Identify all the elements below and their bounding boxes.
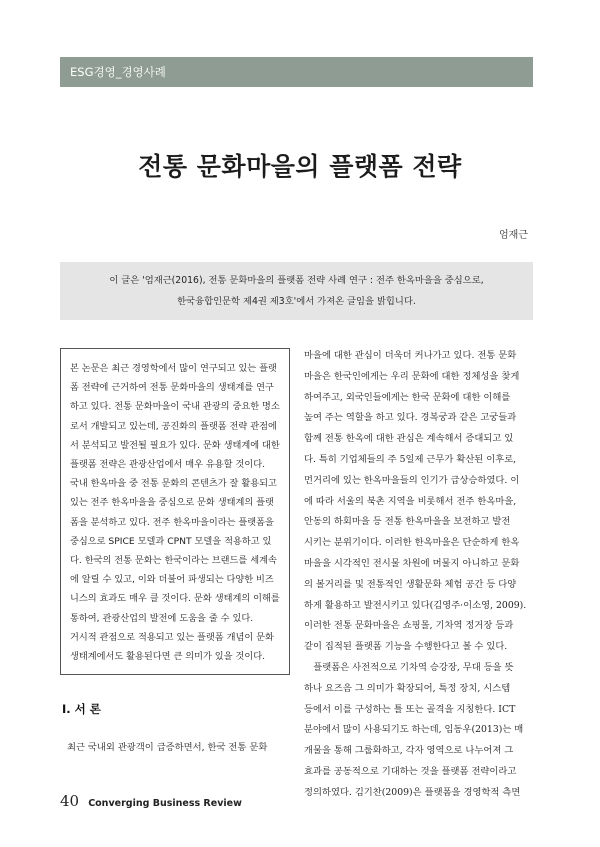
section-heading-introduction: Ⅰ. 서 론	[62, 702, 101, 716]
body-line: 에 따라 서울의 북촌 지역을 비롯해서 전주 한옥마을,	[304, 495, 517, 507]
section-label: ESG경영_경영사례	[70, 65, 166, 79]
page-number: 40	[60, 792, 80, 810]
body-line: 최근 국내외 관광객이 급증하면서, 한국 전통 문화	[67, 742, 268, 753]
body-line: 등에서 이를 구성하는 틀 또는 골격을 지칭한다. ICT	[304, 703, 516, 715]
right-column-body	[304, 346, 534, 804]
body-line: 분야에서 많이 사용되기도 하는데, 임동우(2013)는 매	[304, 724, 524, 736]
body-line: 하게 활용하고 발전시키고 있다(김영주·이소영, 2009).	[304, 599, 527, 611]
abstract-line: 있는 전주 한옥마을을 중심으로 문화 생태계의 플랫	[70, 497, 274, 509]
body-line: 다. 특히 기업체들의 주 5일제 근무가 확산된 이후로,	[304, 453, 517, 465]
abstract-line: 에 알릴 수 있고, 이와 더불어 파생되는 다양한 비즈	[70, 574, 274, 586]
body-line: 효과를 공동적으로 기대하는 것을 플랫폼 전략이라고	[304, 765, 517, 777]
article-title: 전통 문화마을의 플랫폼 전략	[138, 152, 462, 181]
abstract-line: 니스의 효과도 매우 클 것이다. 문화 생태계의 이해를	[70, 593, 280, 605]
body-line: 이러한 전통 문화마을은 쇼핑몰, 기차역 정거장 등과	[304, 620, 514, 632]
body-line: 마을을 시각적인 전시물 차원에 머물지 아니하고 문화	[304, 557, 520, 569]
abstract-line: 중심으로 SPICE 모델과 CPNT 모델을 적용하고 있	[70, 535, 272, 547]
abstract-line: 폼 전략에 근거하여 전통 문화마을의 생태계를 연구	[70, 382, 274, 394]
abstract-line: 본 논문은 최근 경영학에서 많이 연구되고 있는 플랫	[70, 363, 277, 374]
abstract-line: 하고 있다. 전통 문화마을이 국내 관광의 중요한 명소	[70, 401, 280, 413]
abstract-line: 거시적 관점으로 적용되고 있는 플랫폼 개념이 문화	[70, 631, 274, 643]
body-line: 의 볼거리를 및 전통적인 생활문화 체험 공간 등 다양	[304, 578, 517, 590]
abstract-line: 국내 한옥마을 중 전통 문화의 콘텐츠가 잘 활용되고	[70, 478, 277, 490]
body-line: 시키는 분위기이다. 이러한 한옥마을은 단순하게 한옥	[304, 537, 520, 549]
abstract-line: 통하여, 관광산업의 발전에 도움을 줄 수 있다.	[70, 612, 254, 624]
abstract-line: 서 분석되고 발전될 필요가 있다. 문화 생태계에 대한	[70, 439, 280, 451]
body-line: 개물을 통해 그룹화하고, 각자 영역으로 나누어져 그	[304, 745, 514, 757]
section-header-bar	[60, 57, 533, 87]
body-line: 함께 전통 한옥에 대한 관심은 계속해서 증대되고 있	[304, 433, 514, 445]
body-line: 높여 주는 역할을 하고 있다. 경복궁과 같은 고궁들과	[304, 412, 517, 424]
body-line: 정의하였다. 김기찬(2009)은 플랫폼을 경영학적 측면	[304, 786, 521, 798]
page-footer	[60, 791, 242, 810]
body-line: 같이 집적된 플랫폼 기능을 수행한다고 볼 수 있다.	[304, 641, 508, 653]
abstract-box	[60, 348, 290, 675]
abstract-line: 플랫폼 전략은 관광산업에서 매우 유용할 것이다.	[70, 459, 266, 471]
source-note-line: 이 글은 '엄재근(2016), 전통 문화마을의 플랫폼 전략 사례 연구 : 전주 한옥마을을 중심으로,	[109, 275, 484, 286]
body-line: 마을에 대한 관심이 더욱더 커나가고 있다. 전통 문화	[304, 350, 517, 361]
journal-name: Converging Business Review	[88, 798, 242, 809]
abstract-line: 폼을 분석하고 있다. 전주 한옥마을이라는 플랫폼을	[70, 516, 274, 528]
body-line: 안동의 하회마을 등 전통 한옥마을을 보전하고 발전	[304, 516, 511, 528]
author-name: 엄재근	[499, 230, 528, 241]
abstract-line: 다. 한국의 전통 문화는 한국이라는 브랜드를 세계속	[70, 555, 277, 567]
body-line: 마을은 한국인에게는 우리 문화에 대한 정체성을 찾게	[304, 370, 520, 382]
source-note-line: 한국융합인문학 제4권 제3호'에서 가져온 글임을 밝힙니다.	[177, 296, 416, 307]
abstract-line: 생태계에서도 활용된다면 큰 의미가 있을 것이다.	[70, 651, 266, 663]
body-line: 플랫폼은 사전적으로 기차역 승강장, 무대 등을 뜻	[304, 661, 514, 673]
body-line: 하나 요즈음 그 의미가 확장되어, 특정 장치, 시스템	[304, 682, 511, 694]
left-column-body	[67, 738, 291, 759]
body-line: 하여주고, 외국인들에게는 한국 문화에 대한 이해를	[304, 391, 511, 403]
source-note-box	[60, 262, 533, 320]
abstract-line: 로서 개발되고 있는데, 공진화의 플랫폼 전략 관점에	[70, 420, 277, 432]
body-line: 먼거리에 있는 한옥마을들의 인기가 급상승하였다. 이	[304, 474, 520, 486]
